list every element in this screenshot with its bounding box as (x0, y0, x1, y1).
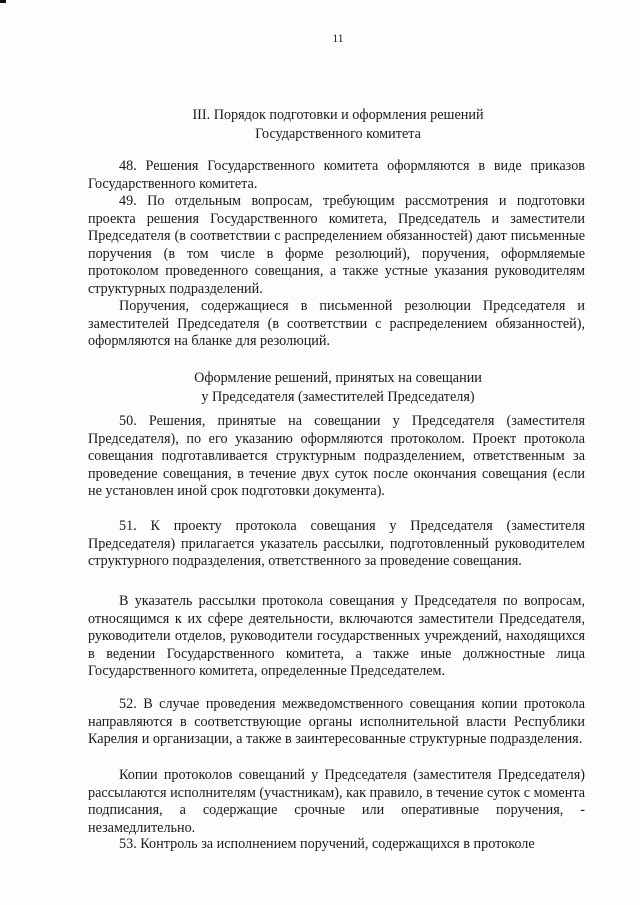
paragraph-49-continued: Поручения, содержащиеся в письменной резолюции Председателя и заместителей Председателя (в соответствии с распределением обязанностей), оформляются на бланке для резолюций. (88, 298, 585, 350)
section-heading-line-2: Государственного комитета (255, 126, 421, 142)
scan-edge-mark (0, 0, 640, 3)
page-number: 11 (332, 33, 344, 45)
paragraph-50: 50. Решения, принятые на совещании у Председателя (заместителя Председателя), по его указанию оформляются протоколом. Проект протокола совещания подготавливается структурным подразделением, ответственным за проведение совещания, в течение двух суток после окончания совещания (если не установлен иной срок подготовки документа). (88, 413, 585, 500)
subsection-heading-line-2: у Председателя (заместителей Председателя) (201, 389, 475, 405)
section-heading-line-1: III. Порядок подготовки и оформления решений (192, 107, 484, 123)
paragraph-53: 53. Контроль за исполнением поручений, содержащихся в протоколе (119, 836, 535, 852)
paragraph-51-continued: В указатель рассылки протокола совещания у Председателя по вопросам, относящимся к их сфере деятельности, включаются заместители Председателя, руководители отделов, руководители государственных учреждений, находящихся в ведении Государственного комитета, а также иные должностные лица Государственного комитета, определенные Председателем. (88, 593, 585, 680)
paragraph-52-continued: Копии протоколов совещаний у Председателя (заместителя Председателя) рассылаются исполнителям (участникам), как правило, в течение суток с момента подписания, а содержащие срочные или оперативные поручения, - незамедлительно. (88, 767, 585, 836)
paragraph-48: 48. Решения Государственного комитета оформляются в виде приказов Государственного комитета. (88, 158, 585, 192)
section-heading (0, 106, 640, 144)
paragraph-51: 51. К проекту протокола совещания у Председателя (заместителя Председателя) прилагается указатель рассылки, подготовленный руководителем структурного подразделения, ответственного за проведение совещания. (88, 518, 585, 570)
subsection-heading (0, 369, 640, 407)
paragraph-49: 49. По отдельным вопросам, требующим рассмотрения и подготовки проекта решения Государственного комитета, Председатель и заместители Председателя (в соответствии с распределением обязанностей) дают письменные поручения (в том числе в форме резолюций), поручения, оформляемые протоколом проведенного совещания, а также устные указания руководителям структурных подразделений. (88, 193, 585, 297)
subsection-heading-line-1: Оформление решений, принятых на совещании (194, 370, 482, 386)
paragraph-52: 52. В случае проведения межведомственного совещания копии протокола направляются в соответствующие органы исполнительной власти Республики Карелия и организации, а также в заинтересованные структурные подразделения. (88, 696, 585, 748)
